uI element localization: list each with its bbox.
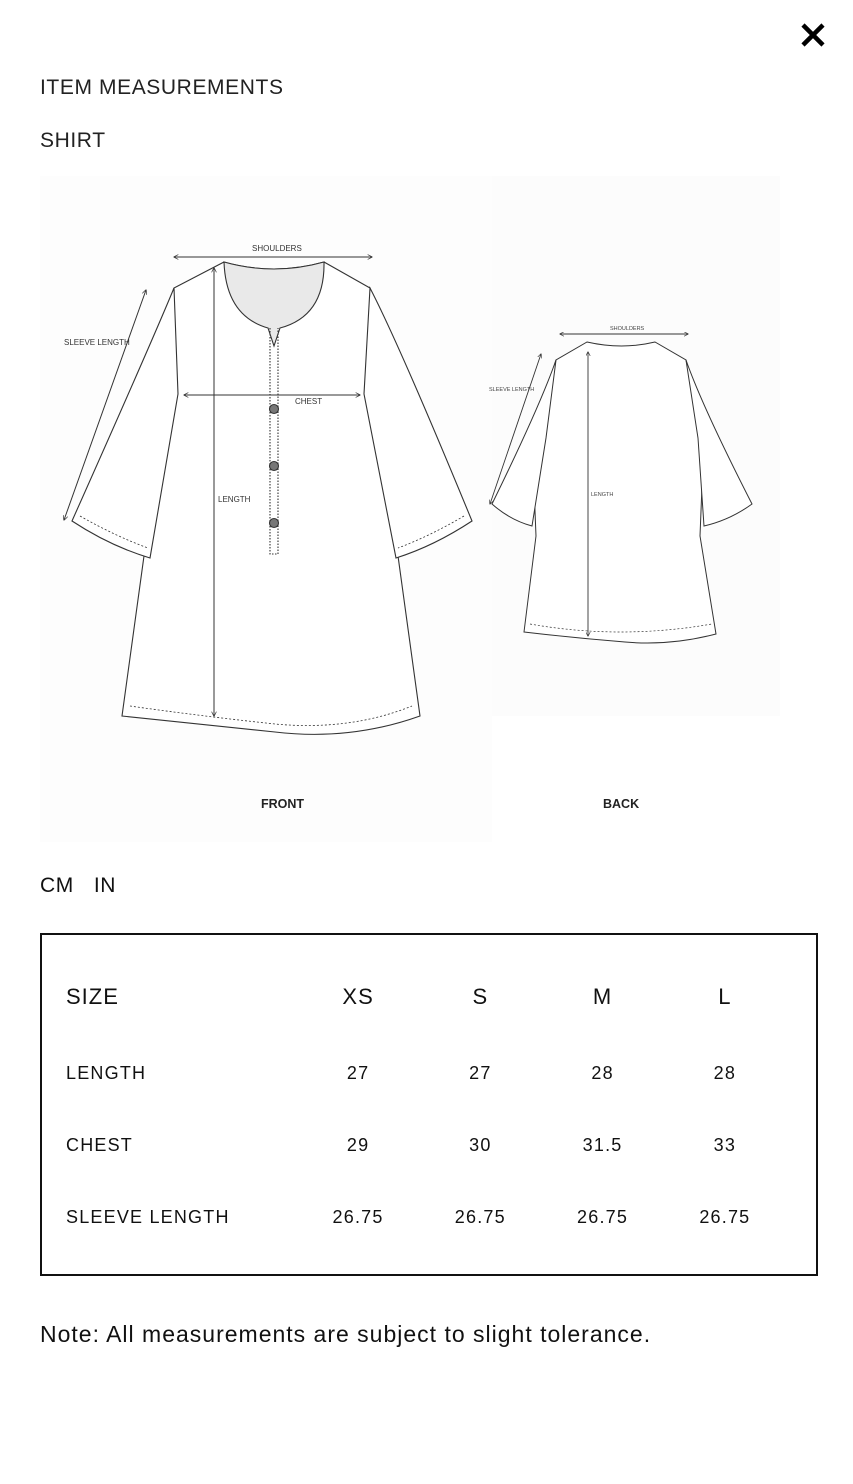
- header-xs: XS: [342, 984, 374, 1009]
- unit-cm-button[interactable]: CM: [40, 874, 74, 897]
- cell-value: 26.75: [332, 1206, 384, 1227]
- cell-value: 28: [591, 1062, 614, 1083]
- cell-value: 26.75: [577, 1206, 629, 1227]
- unit-toggle: [40, 874, 116, 898]
- table-row: [66, 1181, 786, 1253]
- page-title: ITEM MEASUREMENTS: [40, 76, 284, 99]
- item-type-heading: SHIRT: [40, 129, 106, 152]
- cell-value: 33: [713, 1134, 737, 1155]
- table-row: [66, 1109, 786, 1181]
- cell-value: 29: [346, 1134, 370, 1155]
- table-row: [66, 1037, 786, 1109]
- cell-value: 26.75: [699, 1206, 751, 1227]
- cell-value: 28: [713, 1062, 737, 1083]
- table-header-row: [66, 957, 786, 1037]
- header-s: S: [472, 984, 489, 1009]
- measurement-diagram: [40, 176, 780, 842]
- svg-text:SHOULDERS: SHOULDERS: [252, 244, 302, 253]
- row-label: LENGTH: [66, 1062, 147, 1083]
- svg-text:LENGTH: LENGTH: [218, 495, 251, 504]
- cell-value: 30: [469, 1134, 492, 1155]
- back-caption: BACK: [603, 797, 640, 811]
- unit-in-button[interactable]: IN: [93, 874, 117, 897]
- row-label: SLEEVE LENGTH: [66, 1206, 230, 1227]
- cell-value: 27: [469, 1062, 492, 1083]
- size-chart-table: [40, 933, 818, 1276]
- svg-text:SLEEVE LENGTH: SLEEVE LENGTH: [489, 387, 535, 393]
- front-caption: FRONT: [261, 797, 305, 811]
- cell-value: 26.75: [454, 1206, 506, 1227]
- header-size: SIZE: [66, 984, 119, 1009]
- header-m: M: [592, 984, 613, 1009]
- close-button[interactable]: [796, 18, 830, 52]
- svg-text:LENGTH: LENGTH: [591, 492, 614, 498]
- cell-value: 31.5: [582, 1134, 623, 1155]
- row-label: CHEST: [66, 1134, 134, 1155]
- svg-text:CHEST: CHEST: [295, 397, 323, 406]
- tolerance-note: Note: All measurements are subject to slight tolerance.: [40, 1321, 652, 1347]
- cell-value: 27: [346, 1062, 370, 1083]
- header-l: L: [718, 984, 732, 1009]
- svg-text:SHOULDERS: SHOULDERS: [610, 326, 645, 332]
- svg-text:SLEEVE LENGTH: SLEEVE LENGTH: [64, 338, 130, 347]
- close-icon: [800, 22, 826, 48]
